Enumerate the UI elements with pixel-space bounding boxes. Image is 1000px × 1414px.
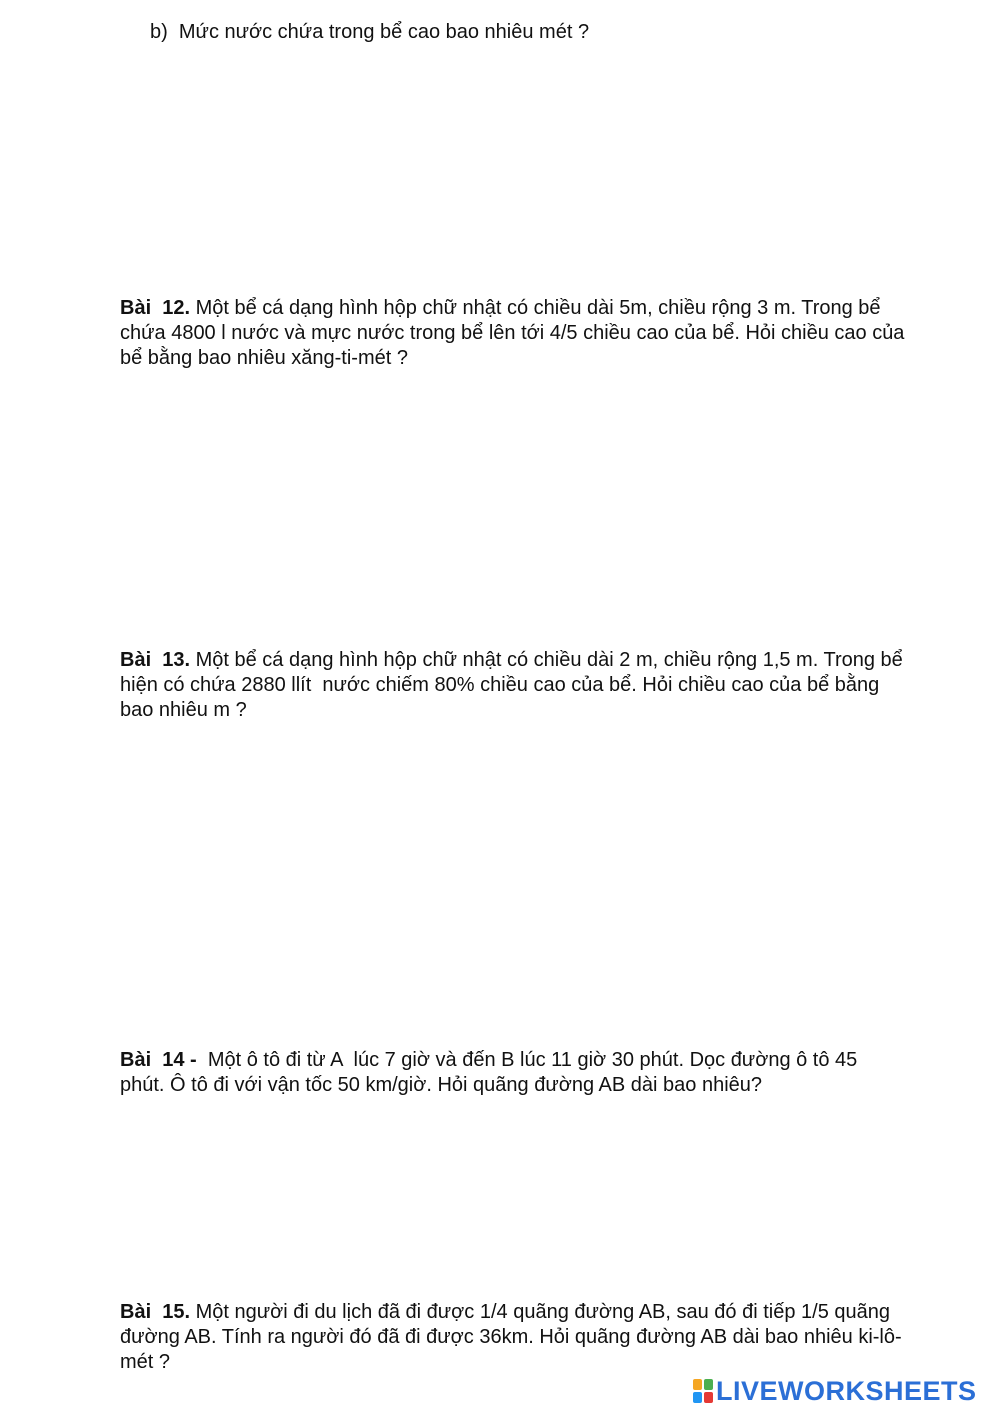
exercise-13-line-2: hiện có chứa 2880 llít nước chiếm 80% chiều cao của bể. Hỏi chiều cao của bể bằng: [120, 674, 880, 696]
exercise-12: [120, 296, 990, 371]
exercise-14-line-1: [120, 1048, 990, 1073]
exercise-13-label: Bài 13.: [120, 649, 191, 671]
exercise-13-line-3: bao nhiêu m ?: [120, 699, 247, 721]
exercise-14-label: Bài 14 -: [120, 1049, 197, 1071]
liveworksheets-logo[interactable]: [693, 1376, 977, 1406]
exercise-15-text: Một người đi du lịch đã đi được 1/4 quãng đường AB, sau đó đi tiếp 1/5 quãng: [190, 1301, 891, 1323]
exercise-14-line-2: phút. Ô tô đi với vận tốc 50 km/giờ. Hỏi quãng đường AB dài bao nhiêu?: [120, 1074, 763, 1096]
exercise-12-text: Một bể cá dạng hình hộp chữ nhật có chiều dài 5m, chiều rộng 3 m. Trong bể: [190, 297, 881, 319]
exercise-14: [120, 1048, 990, 1098]
logo-text: LIVEWORKSHEETS: [716, 1375, 977, 1406]
exercise-15-line-2: đường AB. Tính ra người đó đã đi được 36km. Hỏi quãng đường AB dài bao nhiêu ki-lô-: [120, 1326, 902, 1348]
exercise-15-line-3: mét ?: [120, 1351, 171, 1373]
exercise-13-line-1: [120, 648, 990, 673]
liveworksheets-grid-icon: [693, 1379, 713, 1403]
exercise-15: [120, 1300, 990, 1375]
exercise-13: [120, 648, 990, 723]
exercise-12-label: Bài 12.: [120, 297, 191, 319]
exercise-15-label: Bài 15.: [120, 1301, 191, 1323]
exercise-12-line-2: chứa 4800 l nước và mực nước trong bể lên tới 4/5 chiều cao của bể. Hỏi chiều cao của: [120, 322, 905, 344]
exercise-13-text: Một bể cá dạng hình hộp chữ nhật có chiều dài 2 m, chiều rộng 1,5 m. Trong bể: [190, 649, 903, 671]
exercise-14-text: Một ô tô đi từ A lúc 7 giờ và đến B lúc 11 giờ 30 phút. Dọc đường ô tô 45: [196, 1049, 858, 1071]
exercise-12-line-1: [120, 296, 990, 321]
subquestion-b: b) Mức nước chứa trong bể cao bao nhiêu mét ?: [150, 21, 590, 43]
exercise-12-line-3: bể bằng bao nhiêu xăng-ti-mét ?: [120, 347, 408, 369]
exercise-15-line-1: [120, 1300, 990, 1325]
